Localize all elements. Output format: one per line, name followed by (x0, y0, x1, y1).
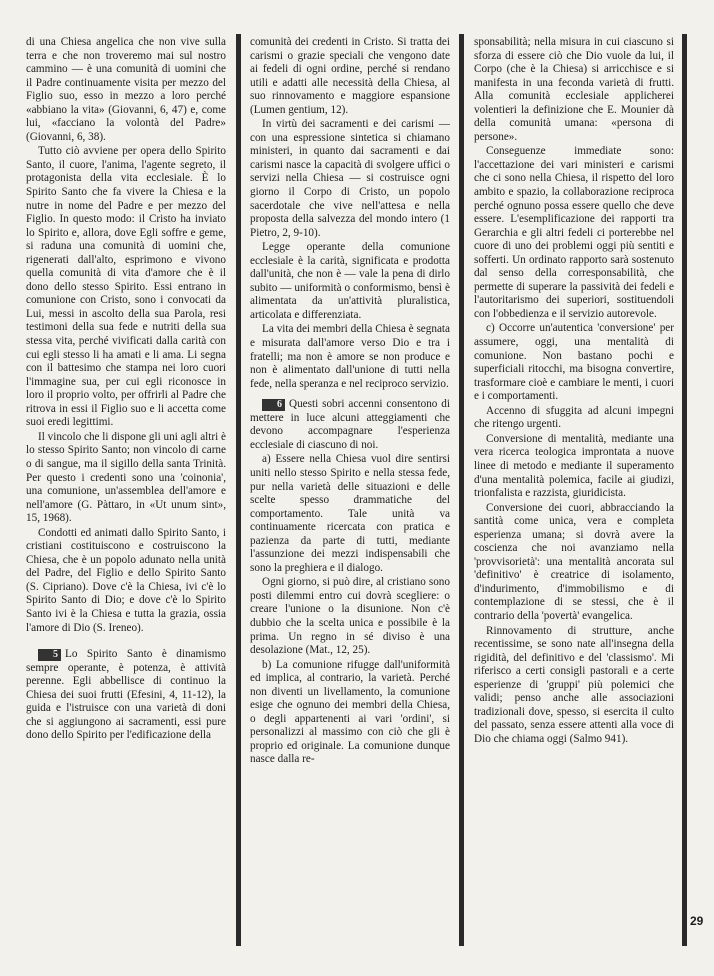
paragraph: di una Chiesa angelica che non vive sulla terra e che non troveremo mai sul nostro cammino — è una comunità di uomini che il Padre continuamente visita per mezzo del Figlio suo, esso in mezzo a loro perché «abbiano la vita» (Giovanni, 6, 47) e, come lui, «facciano la volontà del Padre» (Giovanni, 6, 38). (26, 36, 226, 143)
column-rule-left (236, 34, 241, 946)
paragraph: Il vincolo che li dispone gli uni agli altri è lo stesso Spirito Santo; non vincolo di carne o di sangue, ma il sigillo della santa Trinità. Per questo i credenti sono una 'coinonia', una comunione, un'assemblea dell'amore e nell'amore (G. Pàttaro, in «Ut unum sint», 15, 1968). (26, 430, 226, 525)
paragraph: Ogni giorno, si può dire, al cristiano sono posti dilemmi entro cui dovrà scegliere: o creare l'unione o la disunione. Non c'è dubbio che la scelta unica e possibile è la prima. Un regno in sé diviso è una desolazione (Mat., 12, 25). (250, 576, 450, 657)
paragraph: Legge operante della comunione ecclesiale è la carità, significata e prodotta dall'unità, che non è — vale la pena di dirlo subito — uniformità o conformismo, bensì è alimentata da un'attività pluralistica, articolata e differenziata. (250, 241, 450, 321)
paragraph: Condotti ed animati dallo Spirito Santo, i cristiani costituiscono e costruiscono la Chiesa, che è un popolo adunato nella unità del Padre, del Figlio e dello Spirito Santo (S. Cipriano). Dove c'è la Chiesa, ivi c'è lo Spirito Santo di Dio; e dove c'è lo Spirito Santo ivi è la Chiesa e tutta la grazia, ossia l'amore di Dio (S. Ireneo). (26, 526, 226, 634)
page-number: 29 (690, 914, 704, 928)
text-column-2 (250, 36, 450, 768)
text-column-1 (26, 36, 226, 744)
paragraph: c) Occorre un'autentica 'conversione' per assumere, oggi, una mentalità di comunione. Non bastano pochi e superficiali ritocchi, ma bisogna convertire, trasformare cioè e cambiare le menti, i cuori e i comportamenti. (474, 322, 674, 403)
paragraph-text: Questi sobri accenni consentono di mettere in luce alcuni atteggiamenti che devono accompagnare l'esperienza ecclesiale di ciascuno di noi. (250, 398, 450, 451)
paragraph: b) La comunione rifugge dall'uniformità ed implica, al contrario, la varietà. Perché non diventi un livellamento, la comunione esige che ognuno dei membri della Chiesa, o degli appartenenti ai vari 'ordini', si personalizzi al massimo con ciò che gli è proprio ed originale. La comunione dunque nasce dalla re- (250, 658, 450, 766)
column-rule-middle (459, 34, 464, 946)
paragraph: a) Essere nella Chiesa vuol dire sentirsi uniti nello stesso Spirito e nella stessa fede, pur nella varietà delle situazioni e delle scelte spesso drammatiche del comportamento. Tale unità va continuamente ricercata con pratica e pazienza da parte di tutti, mediante l'assunzione dei mezzi indispensabili che sono la preghiera e il dialogo. (250, 453, 450, 574)
text-column-3 (474, 36, 674, 747)
paragraph: Conversione dei cuori, abbracciando la santità come unica, vera e completa esperienza umana; si dovrà avere la coscienza che noi avanziamo nella 'provvisorietà': una mentalità ancorata sul 'definitivo' è creatrice di isolamento, d'indurimento, d'immobilismo e di contemplazione di se stessi, che è il contrario della 'povertà' evangelica. (474, 501, 674, 622)
section-number: 6 (262, 399, 285, 411)
section-6-paragraph (250, 398, 450, 452)
paragraph-text: Lo Spirito Santo è dinamismo sempre operante, è potenza, è attività perenne. Egli abbellisce di continuo la Chiesa dei suoi frutti (Efesini, 4, 11-12), la guida e l'istruisce con una varietà di doni che si aggiungono ai sacramenti, essi pure dono dello Spirito per l'edificazione della (26, 648, 226, 742)
paragraph: sponsabilità; nella misura in cui ciascuno si sforza di essere ciò che Dio vuole da lui, il Corpo (che è la Chiesa) si arricchisce e si manifesta in una feconda varietà di frutti. Alla comunità ecclesiale applicherei volentieri la definizione che E. Mounier dà della comunità umana: «persona di persone». (474, 36, 674, 143)
paragraph: Conversione di mentalità, mediante una vera ricerca teologica improntata a nuove linee di metodo e mediante il superamento d'una mentalità polemica, facile ai giudizi, trionfalista e razzista, giuridicista. (474, 432, 674, 500)
section-number: 5 (38, 649, 61, 661)
section-5-paragraph (26, 648, 226, 743)
column-rule-right (682, 34, 687, 946)
paragraph: La vita dei membri della Chiesa è segnata e misurata dall'amore verso Dio e tra i fratelli; ma non è amore se non produce e non è alimentato dall'unione di tutti nella fede, nella speranza e nel reciproco servizio. (250, 323, 450, 390)
paragraph: Rinnovamento di strutture, anche recentissime, se sono nate all'insegna della rigidità, del definitivo e del 'classismo'. Mi riferisco a certi consigli pastorali e a certe esperienze di 'gruppi' più polemici che validi; penso anche alle associazioni tradizionali dove, spesso, si esercita il culto del passato, senza essere attenti alla voce di Dio che chiama oggi (Salmo 941). (474, 624, 674, 745)
paragraph: In virtù dei sacramenti e dei carismi — con una espressione sintetica si chiamano ministeri, in quanto dai sacramenti e dai carismi nasce la capacità di svolgere uffici o servizi nella Chiesa — si costruisce ogni giorno il Corpo di Cristo, un popolo sacerdotale che vive nell'attesa e nella proposta della salvezza del mondo intero (1 Pietro, 2, 9-10). (250, 118, 450, 239)
paragraph: Conseguenze immediate sono: l'accettazione dei vari ministeri e carismi che ci sono nella Chiesa, il rispetto del loro ambito e spazio, la collaborazione reciproca perché ognuno possa essere quello che deve essere. L'esemplificazione dei rapporti tra Gerarchia e gli altri fedeli ci porterebbe nel cuore di uno dei problemi oggi più sentiti e sofferti. Un ordinato rapporto sarà sostenuto dal senso della corresponsabilità, che permette di superare la passività dei fedeli e l'autoritarismo dei superiori, sostituendoli con l'obbedienza e il servizio autorevole. (474, 145, 674, 320)
paragraph: Tutto ciò avviene per opera dello Spirito Santo, il cuore, l'anima, l'agente segreto, il protagonista della vita ecclesiale. È lo Spirito Santo che fa vivere la Chiesa e la nutre in nome del Padre e per mezzo del Figlio. In questo modo: il Cristo ha inviato lo Spirito e, allora, dove Egli soffre e geme, si raduna una comunità di uomini che, rigenerati dall'alto, esprimono e vivono quella comunità di vita d'amore che è il dono dello stesso Spirito. Essi entrano in comunione con Cristo, sono i convocati da Lui, messi in ascolto della sua Parola, resi testimoni della sua fede e nutriti della sua stessa vita, perché vivificati dalla carità con cui egli stesso li ha amati e li ama. Li segna con il battesimo che stampa nei loro cuori l'immagine sua, per cui egli riconosce in loro il proprio volto, per offrirli al Padre che ritrova in essi il Figlio suo e li accetta come suoi eredi legittimi. (26, 145, 226, 429)
paragraph: comunità dei credenti in Cristo. Si tratta dei carismi o grazie speciali che vengono date ai fedeli di ogni ordine, perché si rendano utili e adatti alle necessità della Chiesa, al suo rinnovamento e maggiore espansione (Lumen gentium, 12). (250, 36, 450, 116)
paragraph: Accenno di sfuggita ad alcuni impegni che ritengo urgenti. (474, 404, 674, 431)
